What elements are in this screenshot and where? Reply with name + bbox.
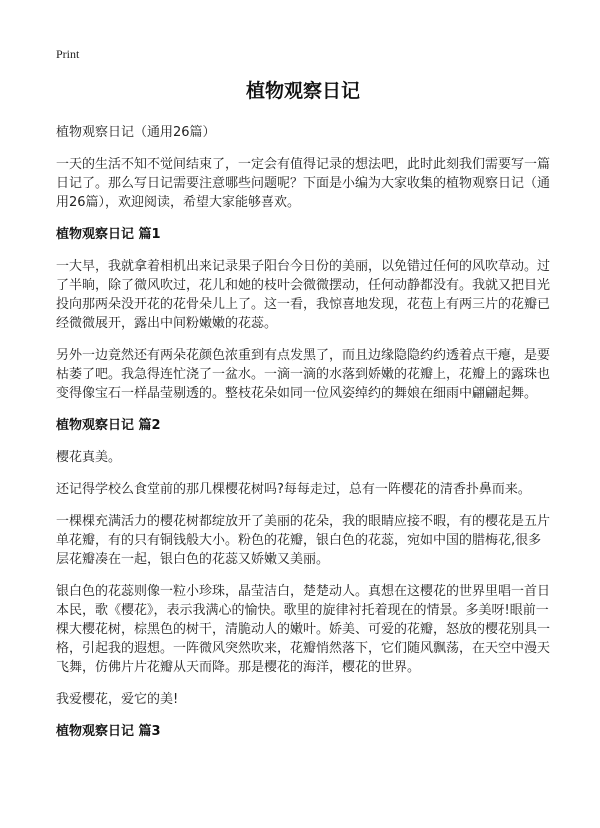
paragraph: 我爱樱花，爱它的美! [56,692,179,707]
paragraph: 银白色的花蕊则像一粒小珍珠，晶莹洁白，楚楚动人。真想在这樱花的世界里唱一首日本民，歌《樱花》，表示我满心的愉快。歌里的旋律衬托着现在的情景。多美呀!眼前一棵大樱花树，棕黑色的树干，清脆动人的嫩叶。娇美、可爱的花瓣，怒放的樱花别具一格，引起我的遐想。一阵微风突然吹来，花瓣悄然落下，它们随风飘荡，在天空中漫天飞舞，仿佛片片花瓣从天而降。那是樱花的海洋，樱花的世界。 [56,584,551,675]
document-subtitle: 植物观察日记（通用26篇） [56,125,216,140]
page-title: 植物观察日记 [245,80,360,102]
section-2 [56,416,550,709]
section-heading: 植物观察日记 篇3 [56,724,161,739]
section-1 [56,225,550,403]
paragraph: 一棵棵充满活力的樱花树都绽放开了美丽的花朵，我的眼睛应接不暇，有的樱花是五片单花瓣，有的只有铜钱般大小。粉色的花瓣，银白色的花蕊，宛如中国的腊梅花,很多层花瓣凑在一起，银白色的花蕊又娇嫩又美丽。 [56,514,551,567]
print-link[interactable]: Print [56,47,80,61]
section-heading: 植物观察日记 篇2 [56,418,161,433]
section-heading: 植物观察日记 篇1 [56,227,161,242]
section-3 [56,722,550,741]
intro-paragraph: 一天的生活不知不觉间结束了，一定会有值得记录的想法吧，此时此刻我们需要写一篇日记了。那么写日记需要注意哪些问题呢？下面是小编为大家收集的植物观察日记（通用26篇），欢迎阅读，希望大家能够喜欢。 [56,157,551,210]
paragraph: 樱花真美。 [56,450,122,465]
document-body [56,78,550,754]
paragraph: 一大早，我就拿着相机出来记录果子阳台今日份的美丽，以免错过任何的风吹草动。过了半晌，除了微风吹过，花儿和她的枝叶会微微摆动，任何动静都没有。我就又把目光投向那两朵没开花的花骨朵儿上了。这一看，我惊喜地发现，花苞上有两三片的花瓣已经微微展开，露出中间粉嫩嫩的花蕊。 [56,259,551,331]
paragraph: 另外一边竟然还有两朵花颜色浓重到有点发黑了，而且边缘隐隐约约透着点干瘪，是要枯萎了吧。我急得连忙浇了一盆水。一滴一滴的水落到娇嫩的花瓣上，花瓣上的露珠也变得像宝石一样晶莹剔透的。整枝花朵如同一位风姿绰约的舞娘在细雨中翩翩起舞。 [56,348,551,401]
paragraph: 还记得学校么食堂前的那几棵樱花树吗?每每走过，总有一阵樱花的清香扑鼻而来。 [56,482,531,497]
